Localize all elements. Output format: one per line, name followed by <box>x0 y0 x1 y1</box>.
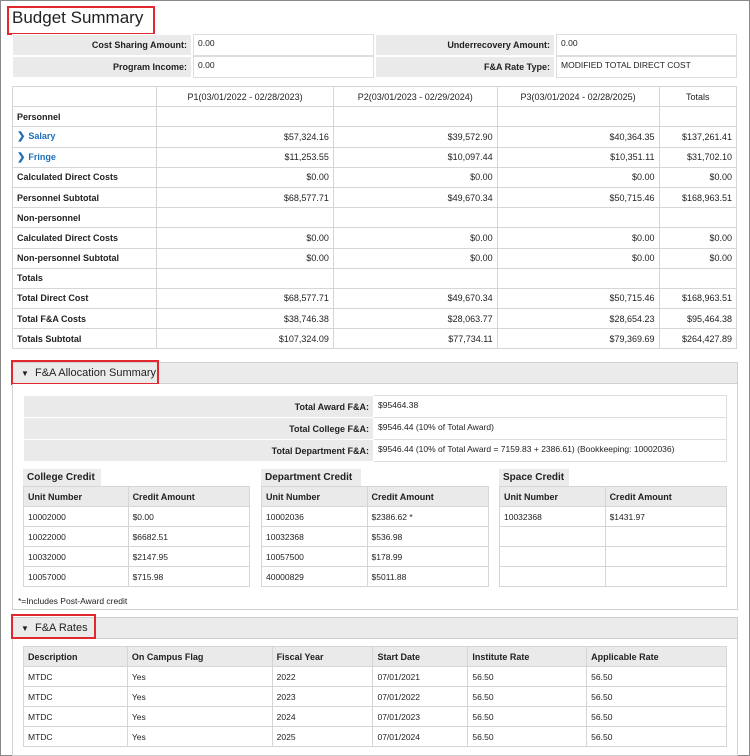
cost-sharing-label: Cost Sharing Amount: <box>12 34 192 56</box>
budget-row <box>13 107 737 127</box>
credit-row <box>262 507 489 527</box>
rates-cell: 56.50 <box>587 707 727 727</box>
total-department-fa-value: $9546.44 (10% of Total Award = 7159.83 + 2386.61) (Bookkeeping: 10002036) <box>374 440 727 462</box>
credit-row <box>24 567 250 587</box>
rates-cell: 07/01/2021 <box>373 667 468 687</box>
budget-cell: $0.00 <box>157 228 334 248</box>
budget-row <box>13 167 737 187</box>
credit-header-cell: Credit Amount <box>367 487 488 507</box>
credit-cell <box>500 567 606 587</box>
budget-row <box>13 228 737 248</box>
budget-cell: $0.00 <box>659 228 737 248</box>
budget-row-label <box>13 208 157 228</box>
credit-cell <box>605 527 726 547</box>
rates-cell: 56.50 <box>468 707 587 727</box>
budget-row-label-text: Calculated Direct Costs <box>17 232 119 243</box>
rates-cell: 07/01/2022 <box>373 687 468 707</box>
budget-row-label-text: Calculated Direct Costs <box>17 172 119 183</box>
credit-header-cell: Unit Number <box>500 487 606 507</box>
budget-cell: $168,963.51 <box>659 187 737 207</box>
rates-cell: 56.50 <box>468 667 587 687</box>
budget-cell: $11,253.55 <box>157 147 334 167</box>
budget-cell <box>157 268 334 288</box>
budget-cell <box>659 107 737 127</box>
budget-row-label-text: Non-personnel Subtotal <box>17 253 119 264</box>
rates-cell: 2025 <box>272 727 373 747</box>
credit-cell: 10032000 <box>24 547 129 567</box>
credit-row <box>262 547 489 567</box>
budget-row <box>13 329 737 349</box>
budget-row <box>13 147 737 167</box>
rates-cell: 56.50 <box>468 727 587 747</box>
budget-row <box>13 268 737 288</box>
credit-cell <box>605 547 726 567</box>
budget-row <box>13 309 737 329</box>
fa-summary-row <box>24 418 727 440</box>
credit-cell: $1431.97 <box>605 507 726 527</box>
budget-cell: $68,577.71 <box>157 288 334 308</box>
rates-header-cell: Description <box>24 647 128 667</box>
budget-cell <box>497 107 659 127</box>
credit-header-cell: Credit Amount <box>128 487 249 507</box>
credit-header-row <box>24 487 250 507</box>
credit-cell: 10032368 <box>262 527 368 547</box>
budget-cell <box>659 208 737 228</box>
credit-cell: 10002000 <box>24 507 129 527</box>
fa-rates-highlight-box <box>11 614 96 639</box>
budget-cell: $0.00 <box>497 248 659 268</box>
credit-row <box>500 547 727 567</box>
credit-cell: $178.99 <box>367 547 488 567</box>
fa-rate-type-value: MODIFIED TOTAL DIRECT COST <box>556 56 737 78</box>
rates-cell: MTDC <box>24 687 128 707</box>
fa-rates-section-title: F&A Rates <box>35 622 88 634</box>
budget-cell <box>497 208 659 228</box>
budget-row-label-text: Non-personnel <box>17 212 81 223</box>
total-award-fa-label: Total Award F&A: <box>24 396 374 418</box>
triangle-down-icon[interactable]: ▼ <box>21 624 29 633</box>
budget-header-cell <box>13 87 157 107</box>
budget-cell <box>333 107 497 127</box>
budget-row-label <box>13 288 157 308</box>
credit-row <box>500 507 727 527</box>
total-department-fa-label: Total Department F&A: <box>24 440 374 462</box>
credit-cell: $715.98 <box>128 567 249 587</box>
budget-header-cell: Totals <box>659 87 737 107</box>
credit-header-cell: Credit Amount <box>605 487 726 507</box>
fa-summary-table <box>23 395 727 462</box>
budget-row <box>13 208 737 228</box>
budget-cell: $0.00 <box>659 167 737 187</box>
budget-cell: $49,670.34 <box>333 187 497 207</box>
budget-cell: $10,097.44 <box>333 147 497 167</box>
rates-cell: MTDC <box>24 667 128 687</box>
college-credit-table <box>23 486 250 587</box>
budget-row-label <box>13 187 157 207</box>
rates-cell: Yes <box>127 687 272 707</box>
budget-cell: $137,261.41 <box>659 127 737 147</box>
budget-cell <box>157 107 334 127</box>
credit-row <box>262 567 489 587</box>
fa-rates-table <box>23 646 727 747</box>
budget-cell: $31,702.10 <box>659 147 737 167</box>
rates-cell: 2023 <box>272 687 373 707</box>
budget-cell <box>497 268 659 288</box>
budget-cell: $168,963.51 <box>659 288 737 308</box>
cost-sharing-value: 0.00 <box>193 34 374 56</box>
budget-cell: $0.00 <box>333 248 497 268</box>
credit-cell: 40000829 <box>262 567 368 587</box>
budget-cell: $0.00 <box>497 228 659 248</box>
budget-cell: $0.00 <box>497 167 659 187</box>
budget-row <box>13 127 737 147</box>
rates-header-cell: Applicable Rate <box>587 647 727 667</box>
budget-row-label-text: Salary <box>28 131 56 142</box>
fa-rates-section-header[interactable] <box>12 617 738 639</box>
credit-cell <box>500 547 606 567</box>
budget-cell: $68,577.71 <box>157 187 334 207</box>
budget-row-label-text: Total F&A Costs <box>17 313 86 324</box>
credit-cell: 10022000 <box>24 527 129 547</box>
credit-cell: $536.98 <box>367 527 488 547</box>
rates-row <box>24 727 727 747</box>
budget-row-label <box>13 309 157 329</box>
rates-cell: Yes <box>127 727 272 747</box>
budget-cell <box>157 208 334 228</box>
fa-allocation-highlight-box <box>11 360 159 385</box>
fa-rate-type-label: F&A Rate Type: <box>375 56 555 78</box>
credit-row <box>24 547 250 567</box>
budget-row-label-text: Totals Subtotal <box>17 333 82 344</box>
space-credit-title: Space Credit <box>499 469 569 486</box>
budget-cell <box>659 268 737 288</box>
credit-cell: 10057500 <box>262 547 368 567</box>
fa-summary-row <box>24 396 727 418</box>
budget-table <box>12 86 737 349</box>
rates-cell: 07/01/2023 <box>373 707 468 727</box>
budget-cell: $50,715.46 <box>497 288 659 308</box>
credit-row <box>24 527 250 547</box>
credit-row <box>500 567 727 587</box>
department-credit-table <box>261 486 489 587</box>
rates-row <box>24 687 727 707</box>
credit-header-row <box>500 487 727 507</box>
underrecovery-value: 0.00 <box>556 34 737 56</box>
rates-cell: Yes <box>127 707 272 727</box>
credit-header-cell: Unit Number <box>262 487 368 507</box>
budget-expand-link[interactable] <box>13 147 157 167</box>
program-income-label: Program Income: <box>12 56 192 78</box>
budget-cell: $38,746.38 <box>157 309 334 329</box>
rates-row <box>24 667 727 687</box>
budget-cell: $0.00 <box>659 248 737 268</box>
rates-cell: MTDC <box>24 727 128 747</box>
rates-header-cell: Start Date <box>373 647 468 667</box>
space-credit-table <box>499 486 727 587</box>
total-award-fa-value: $95464.38 <box>374 396 727 418</box>
budget-cell: $49,670.34 <box>333 288 497 308</box>
rates-row <box>24 707 727 727</box>
post-award-note: *=Includes Post-Award credit <box>18 596 128 606</box>
chevron-right-icon[interactable]: ❯ <box>17 131 26 143</box>
credit-cell: $2147.95 <box>128 547 249 567</box>
budget-row <box>13 288 737 308</box>
credit-cell: $2386.62 * <box>367 507 488 527</box>
page-title: Budget Summary <box>12 8 144 27</box>
budget-cell: $57,324.16 <box>157 127 334 147</box>
budget-row <box>13 248 737 268</box>
budget-cell <box>333 208 497 228</box>
budget-cell: $107,324.09 <box>157 329 334 349</box>
budget-row <box>13 187 737 207</box>
budget-cell: $10,351.11 <box>497 147 659 167</box>
program-income-value: 0.00 <box>193 56 374 78</box>
budget-cell: $39,572.90 <box>333 127 497 147</box>
fa-allocation-section-title: F&A Allocation Summary <box>35 367 157 379</box>
triangle-down-icon[interactable]: ▼ <box>21 369 29 378</box>
budget-row-label <box>13 228 157 248</box>
rates-header-cell: Fiscal Year <box>272 647 373 667</box>
rates-header-cell: On Campus Flag <box>127 647 272 667</box>
rates-cell: 56.50 <box>468 687 587 707</box>
budget-row-label-text: Total Direct Cost <box>17 293 89 304</box>
credit-cell <box>500 527 606 547</box>
budget-cell: $0.00 <box>157 167 334 187</box>
credit-cell: 10032368 <box>500 507 606 527</box>
rates-cell: 07/01/2024 <box>373 727 468 747</box>
budget-cell: $50,715.46 <box>497 187 659 207</box>
rates-cell: MTDC <box>24 707 128 727</box>
credit-row <box>262 527 489 547</box>
budget-cell: $0.00 <box>333 167 497 187</box>
credit-cell <box>605 567 726 587</box>
budget-row-label <box>13 107 157 127</box>
credit-cell: $0.00 <box>128 507 249 527</box>
budget-header-cell: P1(03/01/2022 - 02/28/2023) <box>157 87 334 107</box>
budget-cell <box>333 268 497 288</box>
fa-summary-row <box>24 440 727 462</box>
budget-cell: $28,654.23 <box>497 309 659 329</box>
budget-header-cell: P2(03/01/2023 - 02/29/2024) <box>333 87 497 107</box>
credit-row <box>24 507 250 527</box>
budget-expand-link[interactable] <box>13 127 157 147</box>
budget-header-cell: P3(03/01/2024 - 02/28/2025) <box>497 87 659 107</box>
rates-header-row <box>24 647 727 667</box>
total-college-fa-value: $9546.44 (10% of Total Award) <box>374 418 727 440</box>
budget-row-label <box>13 329 157 349</box>
rates-cell: 56.50 <box>587 687 727 707</box>
budget-row-label-text: Personnel Subtotal <box>17 192 100 203</box>
budget-row-label <box>13 268 157 288</box>
budget-cell: $79,369.69 <box>497 329 659 349</box>
college-credit-title: College Credit <box>23 469 101 486</box>
rates-cell: 2024 <box>272 707 373 727</box>
rates-cell: 56.50 <box>587 667 727 687</box>
credit-cell: $5011.88 <box>367 567 488 587</box>
chevron-right-icon[interactable]: ❯ <box>17 151 26 163</box>
credit-header-row <box>262 487 489 507</box>
underrecovery-label: Underrecovery Amount: <box>375 34 555 56</box>
budget-cell: $95,464.38 <box>659 309 737 329</box>
budget-info-grid <box>12 34 737 78</box>
rates-header-cell: Institute Rate <box>468 647 587 667</box>
rates-cell: 56.50 <box>587 727 727 747</box>
credit-cell: 10057000 <box>24 567 129 587</box>
budget-row-label <box>13 248 157 268</box>
credit-row <box>500 527 727 547</box>
budget-row-label <box>13 167 157 187</box>
budget-cell: $0.00 <box>333 228 497 248</box>
budget-cell: $28,063.77 <box>333 309 497 329</box>
department-credit-title: Department Credit <box>261 469 361 486</box>
rates-cell: 2022 <box>272 667 373 687</box>
budget-cell: $264,427.89 <box>659 329 737 349</box>
budget-cell: $77,734.11 <box>333 329 497 349</box>
credit-cell: $6682.51 <box>128 527 249 547</box>
credit-cell: 10002036 <box>262 507 368 527</box>
credit-header-cell: Unit Number <box>24 487 129 507</box>
budget-header-row <box>13 87 737 107</box>
budget-cell: $40,364.35 <box>497 127 659 147</box>
total-college-fa-label: Total College F&A: <box>24 418 374 440</box>
budget-cell: $0.00 <box>157 248 334 268</box>
budget-row-label-text: Fringe <box>28 151 56 162</box>
budget-row-label-text: Personnel <box>17 111 61 122</box>
budget-row-label-text: Totals <box>17 273 43 284</box>
rates-cell: Yes <box>127 667 272 687</box>
